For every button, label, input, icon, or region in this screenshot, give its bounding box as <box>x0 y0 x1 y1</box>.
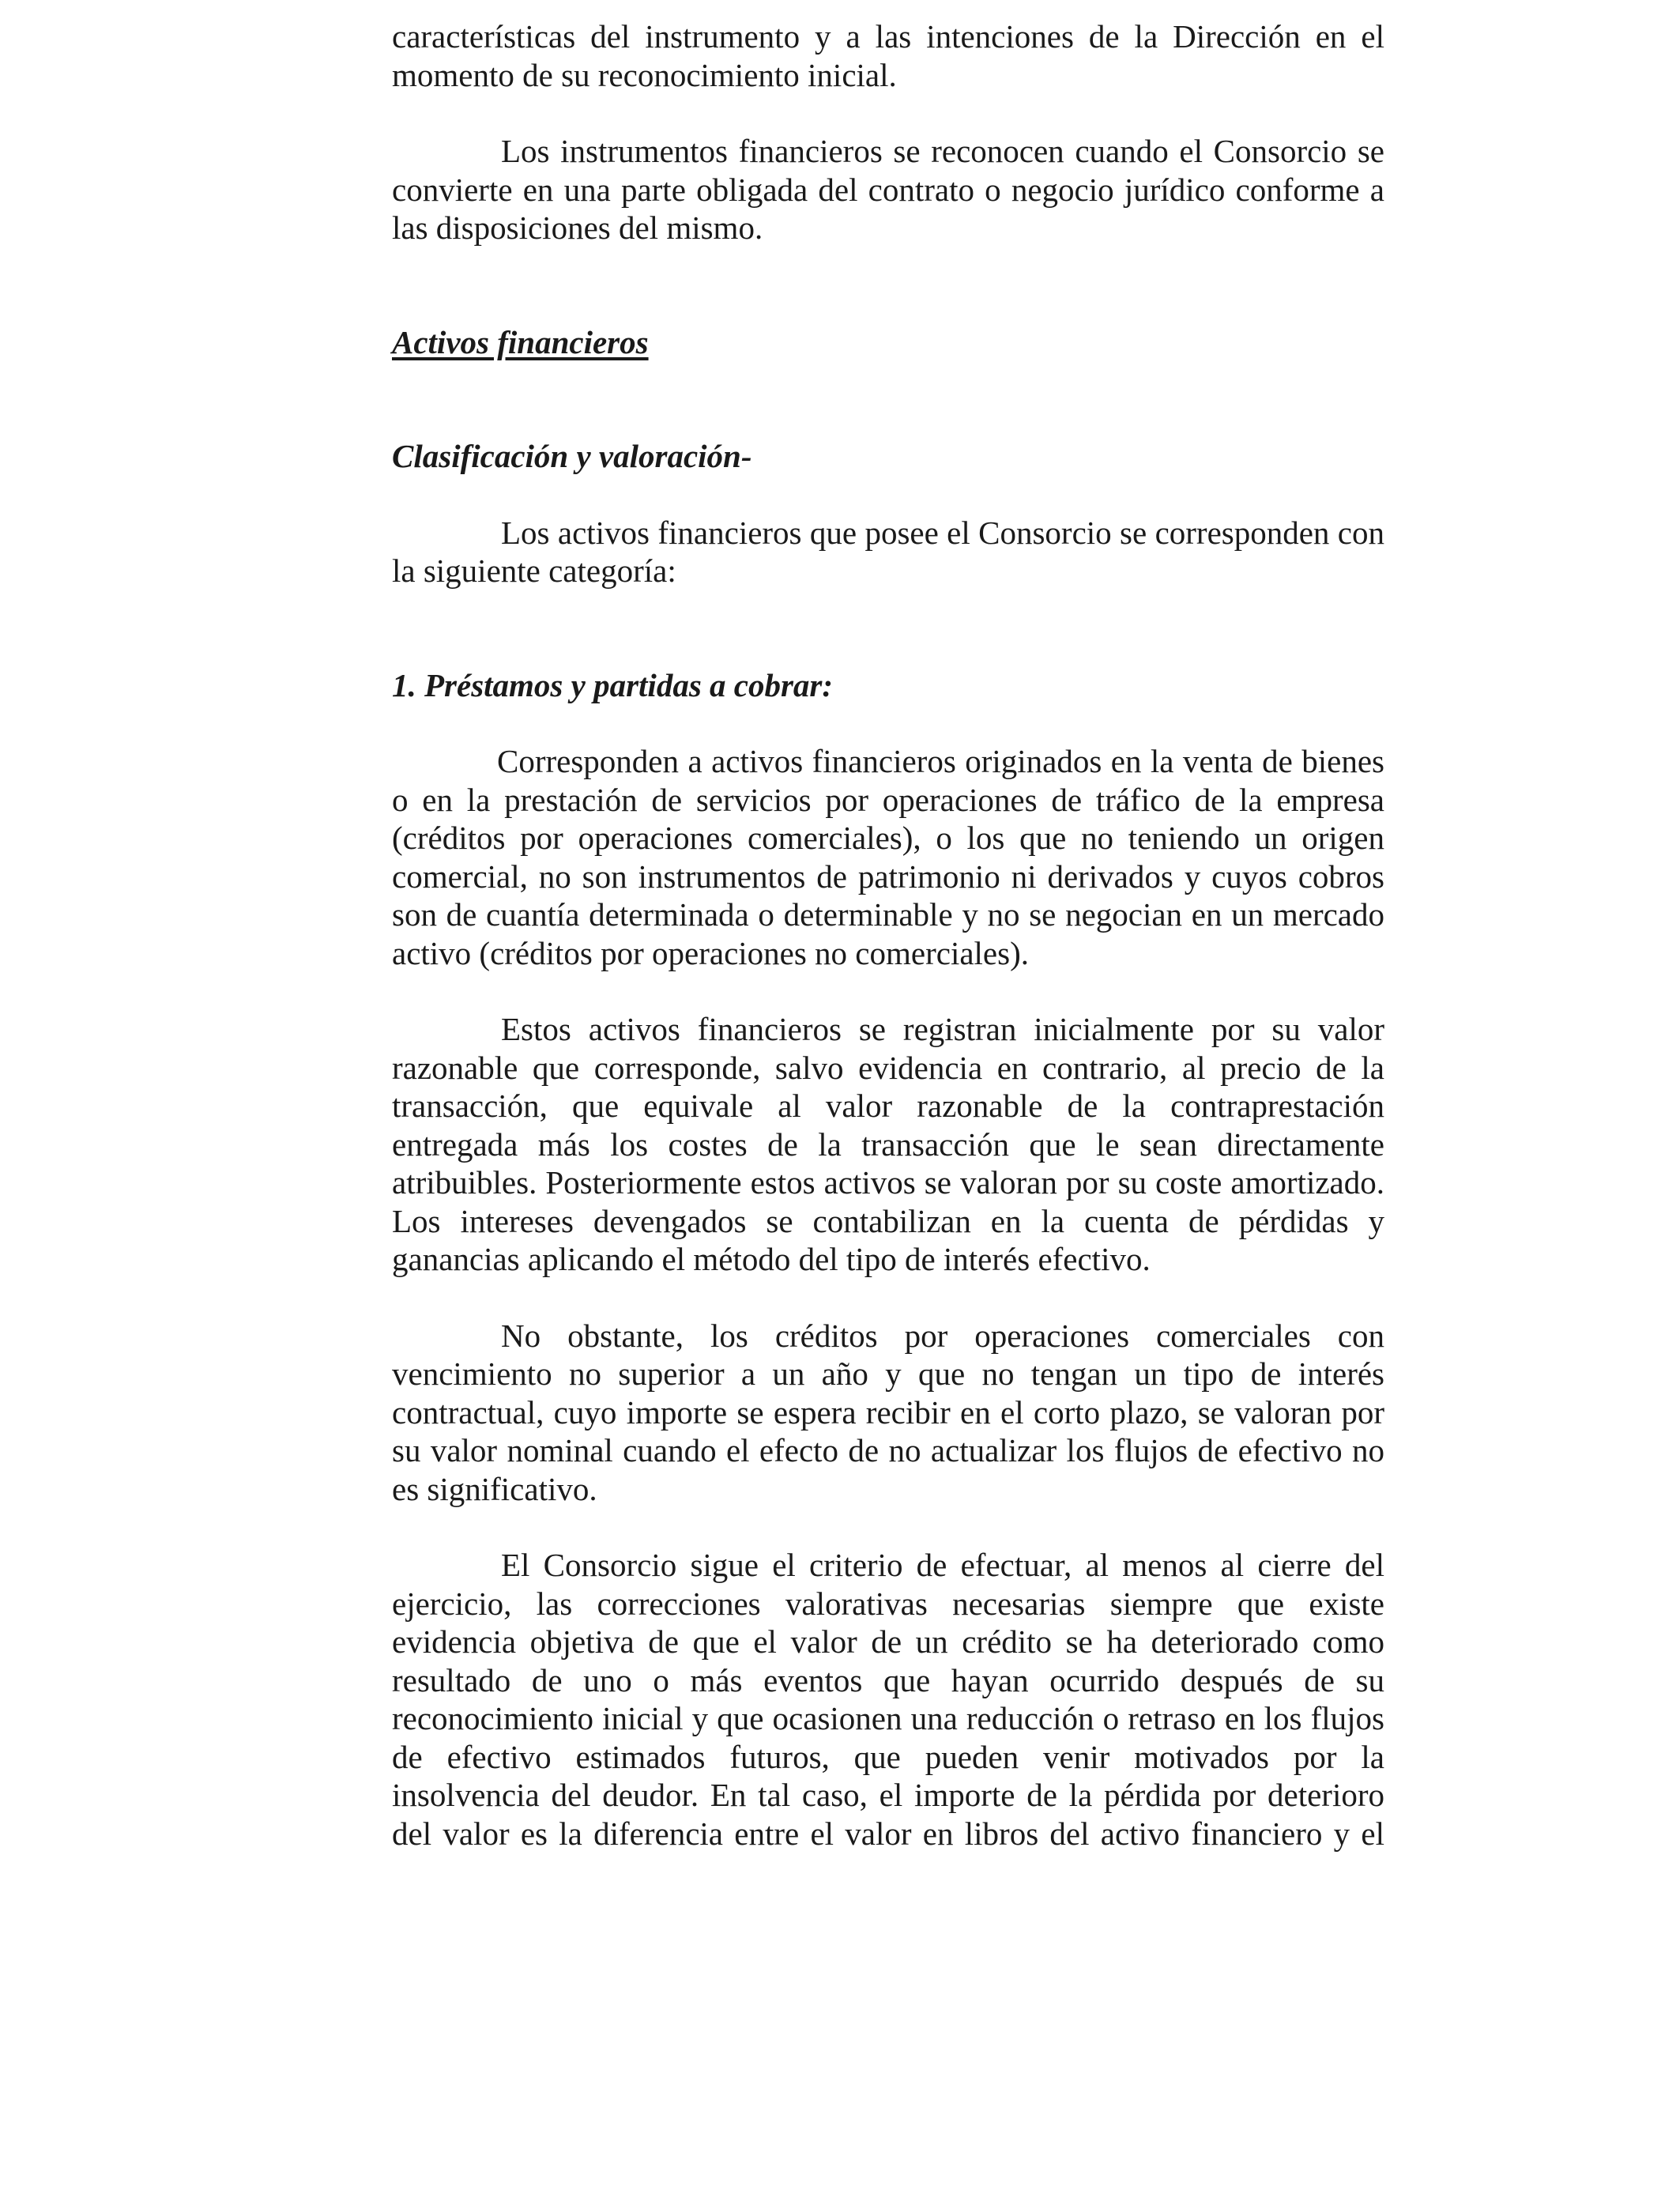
intro-continuation-paragraph: características del instrumento y a las intenciones de la Dirección en el momento de su reconocimiento inicial. <box>392 18 1384 93</box>
section-title-text: Activos financieros <box>392 323 649 360</box>
body-paragraph-4: El Consorcio sigue el criterio de efectuar, al menos al cierre del ejercicio, las correcciones valorativas necesarias siempre que existe evidencia objetiva de que el valor de un crédito se ha deteriorado como resultado de uno o más eventos que hayan ocurrido después de su reconocimiento inicial y que ocasionen una reducción o retraso en los flujos de efectivo estimados futuros, que pueden venir motivados por la insolvencia del deudor. En tal caso, el importe de la pérdida por deterioro del valor es la diferencia entre el valor en libros del activo financiero y el <box>392 1547 1384 1852</box>
section-title <box>392 323 1384 362</box>
category-1-title: 1. Préstamos y partidas a cobrar: <box>392 666 834 703</box>
body-paragraph-2: Estos activos financieros se registran inicialmente por su valor razonable que corresponde, salvo evidencia en contrario, al precio de la transacción, que equivale al valor razonable de la contraprestación entregada más los costes de la transacción que le sean directamente atribuibles. Posteriormente estos activos se valoran por su coste amortizado. Los intereses devengados se contabilizan en la cuenta de pérdidas y ganancias aplicando el método del tipo de interés efectivo. <box>392 1011 1384 1277</box>
subsection-title: Clasificación y valoración- <box>392 438 752 474</box>
category-intro-paragraph: Los activos financieros que posee el Consorcio se corresponden con la siguiente categoría: <box>392 514 1384 589</box>
document-page <box>392 17 1384 1853</box>
body-paragraph-3: No obstante, los créditos por operaciones comerciales con vencimiento no superior a un año y que no tengan un tipo de interés contractual, cuyo importe se espera recibir en el corto plazo, se valoran por su valor nominal cuando el efecto de no actualizar los flujos de efectivo no es significativo. <box>392 1317 1384 1507</box>
body-paragraph-1: Corresponden a activos financieros originados en la venta de bienes o en la prestación de servicios por operaciones de tráfico de la empresa (créditos por operaciones comerciales), o los que no teniendo un origen comercial, no son instrumentos de patrimonio ni derivados y cuyos cobros son de cuantía determinada o determinable y no se negocian en un mercado activo (créditos por operaciones no comerciales). <box>392 743 1384 971</box>
recognition-paragraph: Los instrumentos financieros se reconocen cuando el Consorcio se convierte en una parte obligada del contrato o negocio jurídico conforme a las disposiciones del mismo. <box>392 133 1384 246</box>
